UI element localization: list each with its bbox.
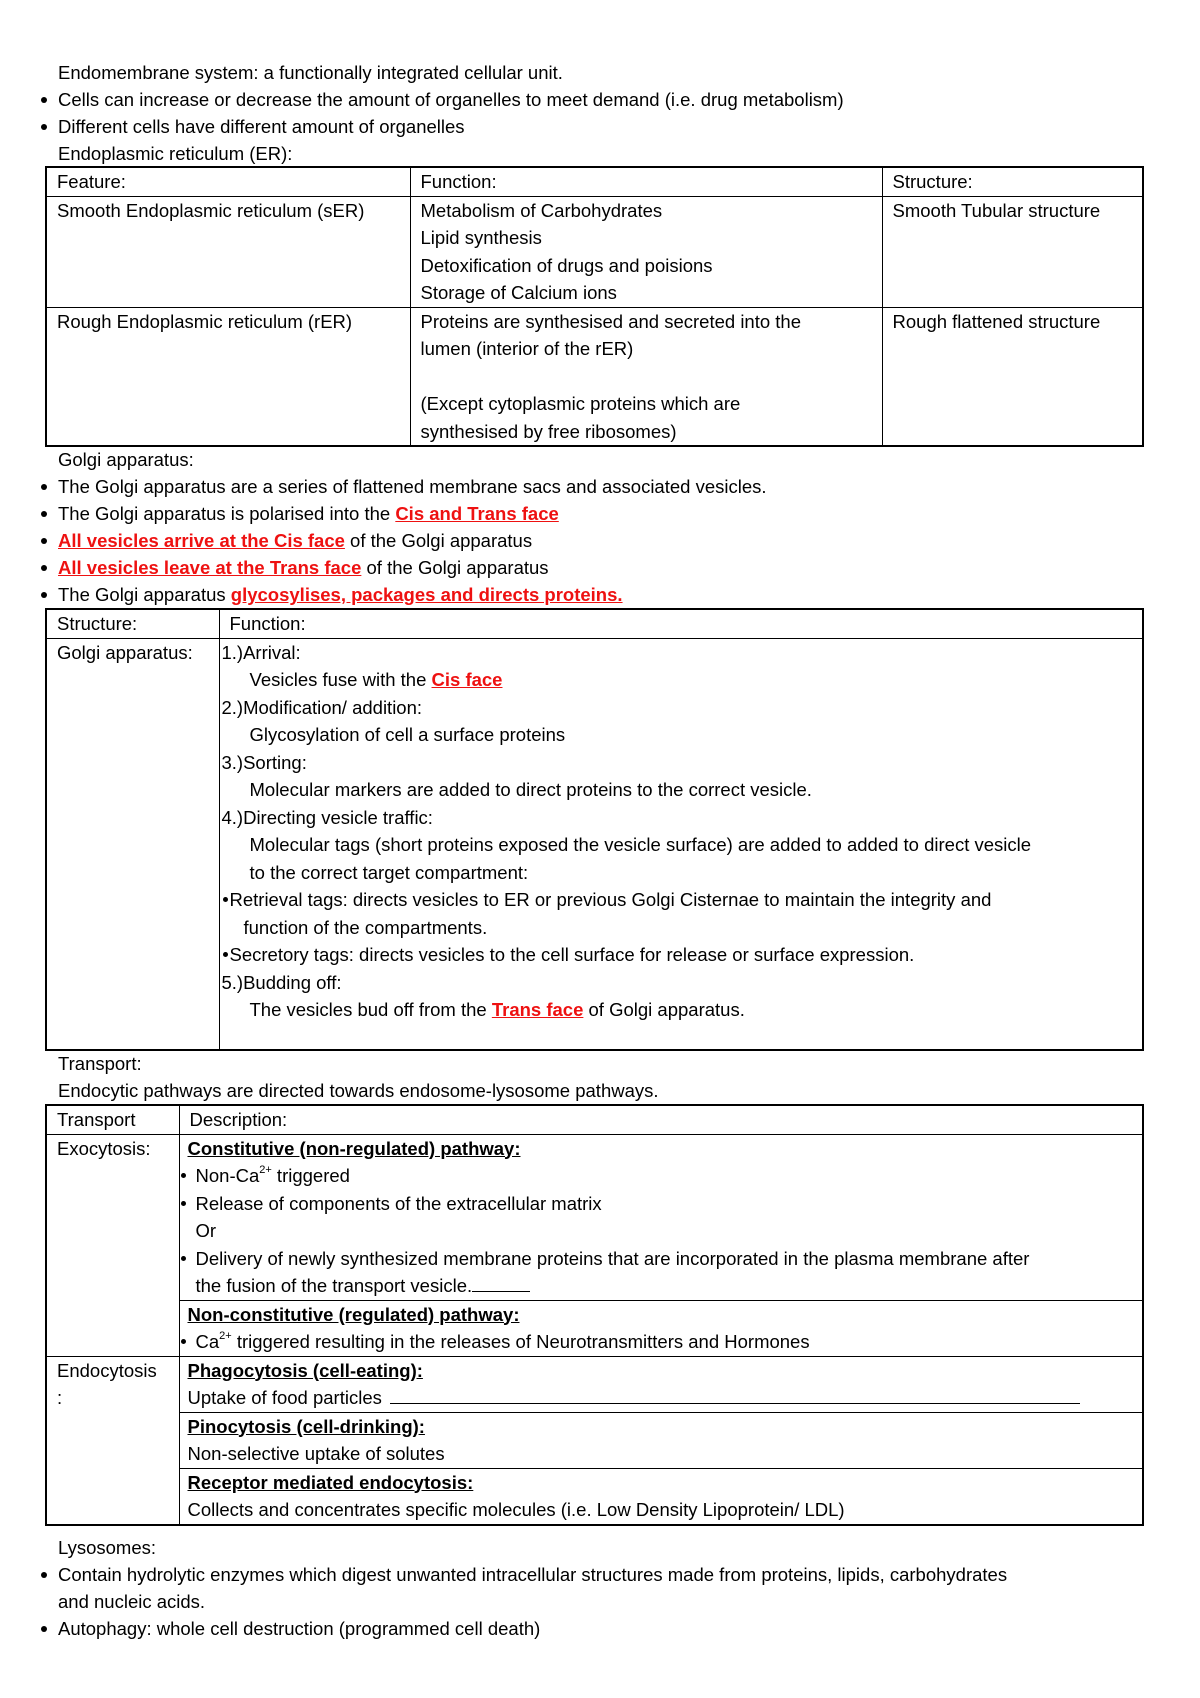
sub-bullet-text: triggered resulting in the releases of Neurotransmitters and Hormones bbox=[231, 1331, 810, 1352]
transport-label-cell bbox=[46, 1356, 179, 1525]
golgi-bullet bbox=[58, 473, 767, 501]
sub-bullet bbox=[188, 1328, 1143, 1356]
table-row bbox=[46, 1468, 1143, 1525]
step-title: 2.)Modification/ addition: bbox=[221, 696, 423, 718]
highlight-text: Trans face bbox=[491, 999, 584, 1020]
function-line: Detoxification of drugs and poisions bbox=[420, 254, 713, 276]
header-cell: Function: bbox=[410, 167, 882, 196]
pathway-text-part: Uptake of food particles bbox=[187, 1387, 382, 1408]
feature-cell: Smooth Endoplasmic reticulum (sER) bbox=[46, 196, 410, 307]
header-cell: Feature: bbox=[46, 167, 410, 196]
header-cell: Structure: bbox=[882, 167, 1143, 196]
underline-blank bbox=[472, 1291, 530, 1292]
pathway-title: Receptor mediated endocytosis: bbox=[187, 1471, 474, 1493]
pathway-title: Phagocytosis (cell-eating): bbox=[187, 1359, 423, 1381]
pathway-title: Pinocytosis (cell-drinking): bbox=[187, 1415, 425, 1437]
sub-bullet-text: triggered bbox=[271, 1165, 350, 1186]
step-title: 5.)Budding off: bbox=[221, 971, 342, 993]
function-line: lumen (interior of the rER) bbox=[420, 338, 634, 359]
highlight-text: Cis and Trans face bbox=[395, 503, 559, 524]
pathway-text: Collects and concentrates specific molecules (i.e. Low Density Lipoprotein/ LDL) bbox=[187, 1499, 845, 1520]
bullet-text: The Golgi apparatus is polarised into the bbox=[58, 503, 396, 524]
function-line bbox=[421, 363, 882, 391]
table-header-row bbox=[46, 609, 1143, 638]
transport-label: Endocytosis bbox=[57, 1359, 157, 1381]
bullet-icon bbox=[41, 484, 47, 490]
table-header-row bbox=[46, 167, 1143, 196]
golgi-bullet bbox=[58, 554, 549, 582]
or-text: Or bbox=[195, 1220, 217, 1241]
pathway-title: Non-constitutive (regulated) pathway: bbox=[187, 1303, 520, 1325]
pathway-text: Non-selective uptake of solutes bbox=[187, 1443, 445, 1464]
er-table bbox=[45, 166, 1144, 447]
function-line: Proteins are synthesised and secreted into the bbox=[420, 310, 802, 332]
bullet-icon bbox=[223, 952, 228, 957]
transport-table bbox=[45, 1104, 1144, 1526]
golgi-bullet bbox=[58, 500, 559, 528]
underline-blank bbox=[390, 1403, 1080, 1404]
description-cell bbox=[179, 1412, 1143, 1468]
lysosomes-bullet bbox=[58, 1615, 540, 1643]
structure-cell: Rough flattened structure bbox=[882, 307, 1143, 446]
bullet-icon bbox=[41, 565, 47, 571]
table-row bbox=[46, 1134, 1143, 1300]
highlight-text: glycosylises, packages and directs proteins. bbox=[230, 584, 623, 605]
step-text: Molecular markers are added to direct proteins to the correct vesicle. bbox=[249, 779, 812, 800]
step-title: 4.)Directing vesicle traffic: bbox=[221, 806, 433, 828]
highlight-text: All vesicles arrive at the Cis face bbox=[58, 530, 345, 551]
sub-bullet-continued bbox=[188, 1272, 1143, 1300]
golgi-bullet bbox=[58, 581, 623, 609]
superscript: 2+ bbox=[219, 1330, 232, 1342]
sub-bullet-text: the fusion of the transport vesicle. bbox=[195, 1275, 473, 1296]
table-row bbox=[46, 307, 1143, 446]
header-cell: Function: bbox=[219, 609, 1143, 638]
sub-bullet-text: Non-Ca bbox=[195, 1165, 260, 1186]
structure-cell: Smooth Tubular structure bbox=[882, 196, 1143, 307]
table-row bbox=[46, 1300, 1143, 1356]
step-title: 3.)Sorting: bbox=[221, 751, 307, 773]
step-text: Molecular tags (short proteins exposed the vesicle surface) are added to added to direct vesicle bbox=[249, 834, 1032, 855]
header-cell: Transport bbox=[46, 1105, 179, 1134]
function-line: Storage of Calcium ions bbox=[420, 282, 617, 303]
function-line: Metabolism of Carbohydrates bbox=[420, 199, 663, 221]
bullet-icon bbox=[41, 1572, 47, 1578]
description-cell bbox=[179, 1468, 1143, 1525]
sub-bullet-text: Retrieval tags: directs vesicles to ER or previous Golgi Cisternae to maintain the integrity and bbox=[229, 889, 992, 910]
sub-bullet bbox=[188, 1162, 1143, 1190]
lysosomes-heading: Lysosomes: bbox=[58, 1537, 157, 1558]
bullet-icon bbox=[41, 97, 47, 103]
bullet-icon bbox=[181, 1256, 186, 1261]
step-text: Glycosylation of cell a surface proteins bbox=[249, 724, 566, 745]
intro-title: Endomembrane system: a functionally integrated cellular unit. bbox=[58, 62, 563, 83]
bullet-icon bbox=[41, 1626, 47, 1632]
bullet-text: Cells can increase or decrease the amount of organelles to meet demand (i.e. drug metabolism) bbox=[58, 89, 844, 110]
intro-bullet bbox=[58, 113, 465, 141]
sub-bullet bbox=[188, 1190, 1143, 1218]
step-text bbox=[222, 996, 1143, 1024]
intro-bullet bbox=[58, 86, 844, 114]
bullet-icon bbox=[223, 897, 228, 902]
bullet-icon bbox=[181, 1201, 186, 1206]
superscript: 2+ bbox=[259, 1164, 272, 1176]
step-text-part: The vesicles bud off from the bbox=[249, 999, 492, 1020]
sub-bullet-continued: function of the compartments. bbox=[243, 916, 488, 938]
highlight-text: All vesicles leave at the Trans face bbox=[58, 557, 362, 578]
bullet-icon bbox=[41, 538, 47, 544]
header-cell: Description: bbox=[179, 1105, 1143, 1134]
table-row bbox=[46, 196, 1143, 307]
structure-cell: Golgi apparatus: bbox=[46, 638, 219, 1050]
function-cell bbox=[410, 307, 882, 446]
bullet-icon bbox=[41, 511, 47, 517]
transport-heading: Transport: bbox=[58, 1053, 142, 1074]
lysosomes-bullet bbox=[58, 1561, 1007, 1589]
function-line: (Except cytoplasmic proteins which are bbox=[420, 393, 741, 414]
bullet-text: The Golgi apparatus are a series of flattened membrane sacs and associated vesicles. bbox=[58, 476, 767, 497]
table-row bbox=[46, 1412, 1143, 1468]
lysosomes-bullet-continued: and nucleic acids. bbox=[58, 1591, 206, 1612]
table-row bbox=[46, 1356, 1143, 1412]
pathway-title: Constitutive (non-regulated) pathway: bbox=[187, 1137, 521, 1159]
bullet-text: Contain hydrolytic enzymes which digest unwanted intracellular structures made from proteins, lipids, carbohydrates bbox=[58, 1564, 1008, 1585]
description-cell bbox=[179, 1356, 1143, 1412]
er-heading: Endoplasmic reticulum (ER): bbox=[58, 143, 293, 164]
bullet-text: The Golgi apparatus bbox=[58, 584, 231, 605]
step-text-part: of Golgi apparatus. bbox=[583, 999, 745, 1020]
transport-subheading: Endocytic pathways are directed towards endosome-lysosome pathways. bbox=[58, 1080, 659, 1101]
feature-cell: Rough Endoplasmic reticulum (rER) bbox=[46, 307, 410, 446]
step-text: to the correct target compartment: bbox=[249, 861, 529, 883]
highlight-text: Cis face bbox=[431, 669, 503, 690]
transport-label-cell: Exocytosis: bbox=[46, 1134, 179, 1356]
function-line: Lipid synthesis bbox=[420, 227, 542, 248]
bullet-text: of the Golgi apparatus bbox=[344, 530, 533, 551]
sub-bullet bbox=[222, 886, 1143, 914]
description-cell bbox=[179, 1300, 1143, 1356]
sub-bullet-text: Delivery of newly synthesized membrane proteins that are incorporated in the plasma membrane after bbox=[195, 1247, 1030, 1269]
sub-bullet-text: Release of components of the extracellular matrix bbox=[195, 1192, 602, 1214]
step-text bbox=[222, 666, 1143, 694]
golgi-heading: Golgi apparatus: bbox=[58, 449, 194, 470]
transport-label: : bbox=[57, 1387, 63, 1408]
sub-bullet bbox=[222, 941, 1143, 969]
bullet-text: Different cells have different amount of organelles bbox=[58, 116, 465, 137]
bullet-icon bbox=[181, 1173, 186, 1178]
sub-bullet-text: Secretory tags: directs vesicles to the cell surface for release or surface expression. bbox=[229, 944, 915, 965]
function-line: synthesised by free ribosomes) bbox=[420, 420, 677, 442]
pathway-text bbox=[188, 1384, 1143, 1412]
golgi-table bbox=[45, 608, 1144, 1051]
golgi-bullet bbox=[58, 527, 532, 555]
header-cell: Structure: bbox=[46, 609, 219, 638]
sub-bullet bbox=[188, 1245, 1143, 1273]
table-row bbox=[46, 638, 1143, 1050]
bullet-text: Autophagy: whole cell destruction (programmed cell death) bbox=[58, 1618, 541, 1639]
bullet-icon bbox=[181, 1339, 186, 1344]
bullet-text: of the Golgi apparatus bbox=[361, 557, 549, 578]
table-header-row bbox=[46, 1105, 1143, 1134]
sub-bullet-text: Ca bbox=[195, 1331, 220, 1352]
function-cell bbox=[219, 638, 1143, 1050]
bullet-icon bbox=[41, 592, 47, 598]
function-cell bbox=[410, 196, 882, 307]
description-cell bbox=[179, 1134, 1143, 1300]
step-title: 1.)Arrival: bbox=[221, 641, 301, 663]
bullet-icon bbox=[41, 124, 47, 130]
step-text-part: Vesicles fuse with the bbox=[249, 669, 432, 690]
